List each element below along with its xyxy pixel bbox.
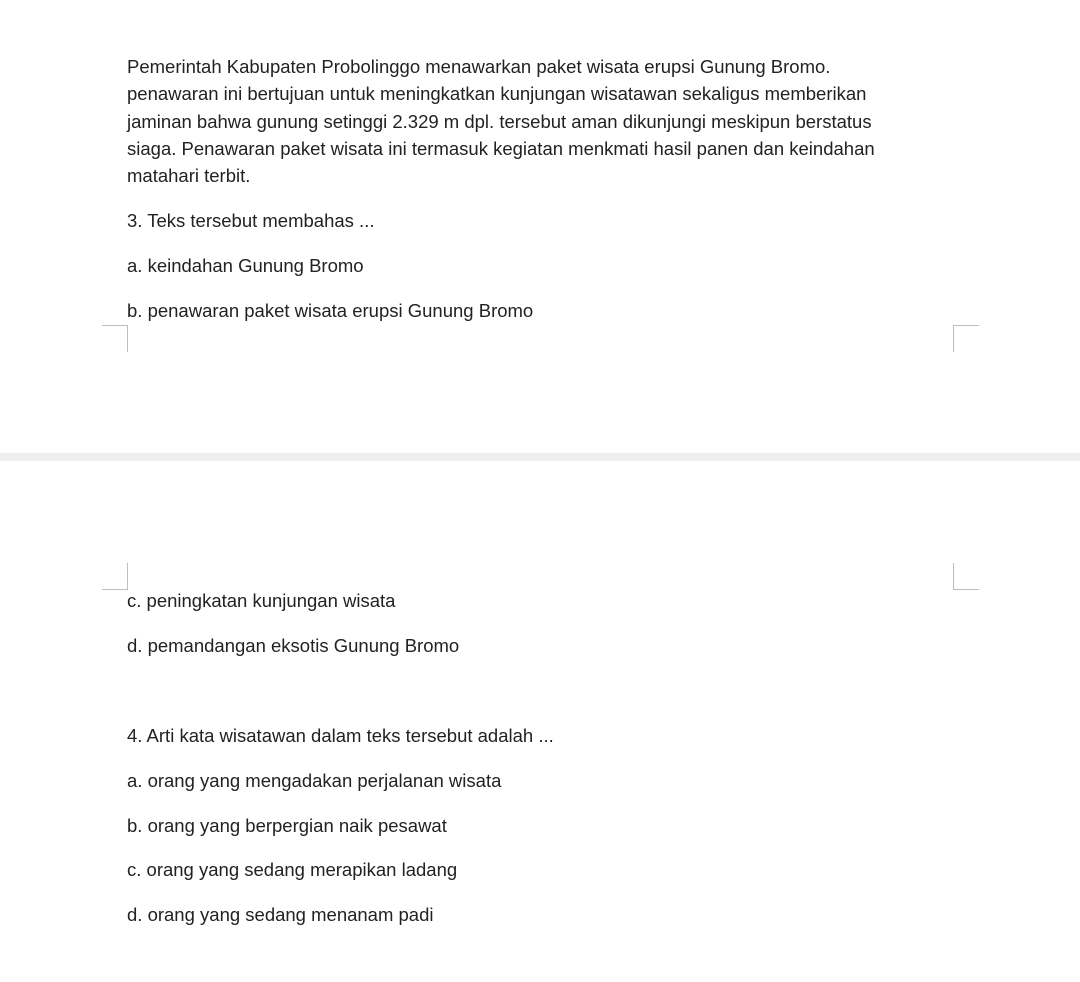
passage-line-5: matahari terbit. [127,165,251,186]
question-3-option-b: b. penawaran paket wisata erupsi Gunung Bromo [127,300,534,321]
passage-line-4: siaga. Penawaran paket wisata ini termasuk kegiatan menkmati hasil panen dan keindahan [127,138,875,159]
question-3-option-c: c. peningkatan kunjungan wisata [127,590,396,611]
page-margin-corner-top-right-marker [953,563,979,590]
question-3-option-d: d. pemandangan eksotis Gunung Bromo [127,635,460,656]
question-3-option-a: a. keindahan Gunung Bromo [127,255,364,276]
question-4-option-d: d. orang yang sedang menanam padi [127,904,434,925]
question-3-prompt: 3. Teks tersebut membahas ... [127,210,375,231]
page-margin-corner-top-left-marker [102,563,128,590]
question-4-prompt: 4. Arti kata wisatawan dalam teks tersebut adalah ... [127,725,554,746]
passage-line-2: penawaran ini bertujuan untuk meningkatkan kunjungan wisatawan sekaligus memberikan [127,83,867,104]
passage-line-3: jaminan bahwa gunung setinggi 2.329 m dpl. tersebut aman dikunjungi meskipun berstatus [127,111,872,132]
page-margin-corner-bottom-left-marker [102,325,128,352]
question-4-option-c: c. orang yang sedang merapikan ladang [127,859,458,880]
question-4-option-a: a. orang yang mengadakan perjalanan wisata [127,770,502,791]
page-break-gap [0,453,1080,461]
question-4-option-b: b. orang yang berpergian naik pesawat [127,815,447,836]
page-margin-corner-bottom-right-marker [953,325,979,352]
passage-line-1: Pemerintah Kabupaten Probolinggo menawarkan paket wisata erupsi Gunung Bromo. [127,56,831,77]
